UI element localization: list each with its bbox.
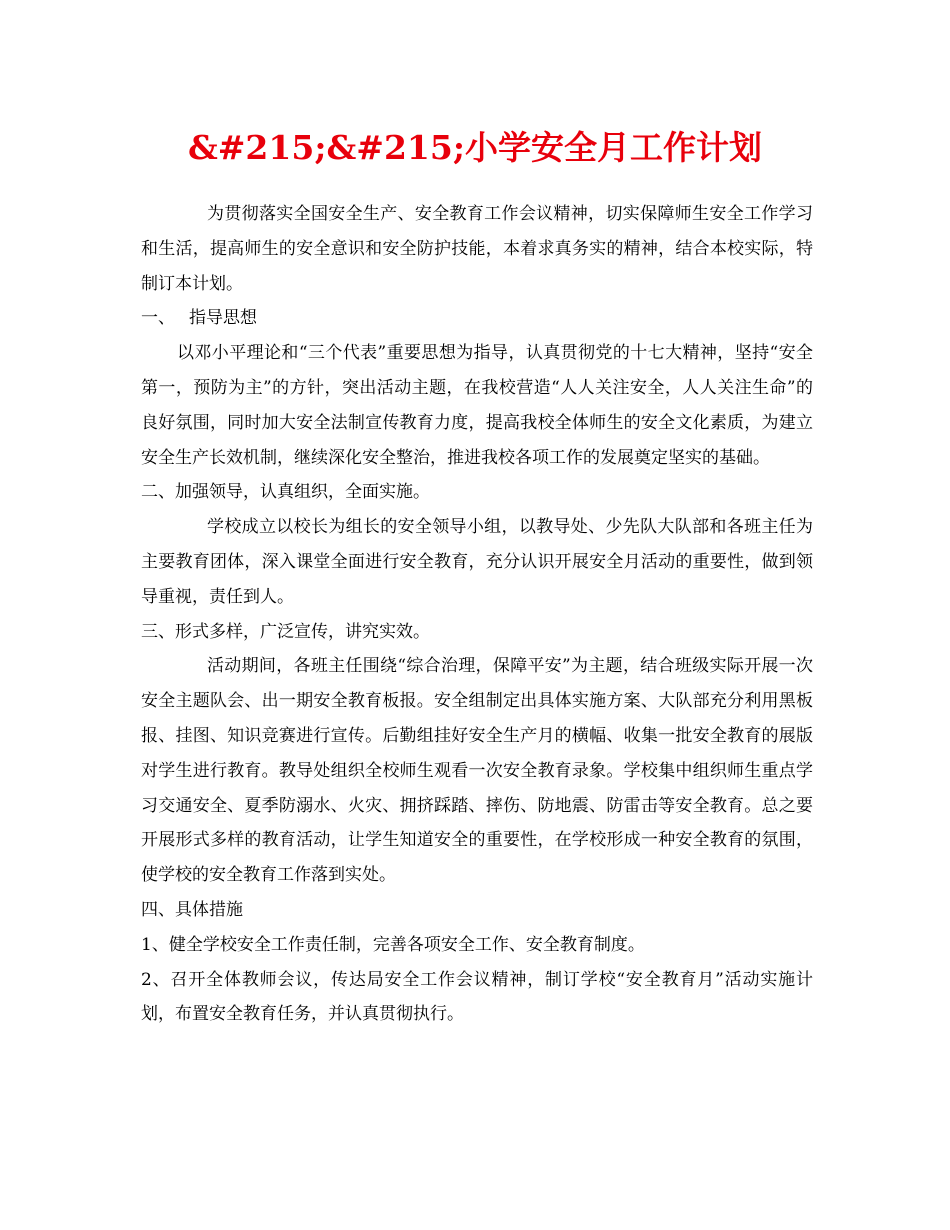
section-3-heading: 三、形式多样，广泛宣传，讲究实效。	[141, 621, 430, 642]
intro-paragraph: 为贯彻落实全国安全生产、安全教育工作会议精神，切实保障师生安全工作学习和生活，提高师生的安全意识和安全防护技能，本着求真务实的精神，结合本校实际，特制订本计划。	[141, 204, 813, 294]
measure-item-1: 1、健全学校安全工作责任制，完善各项安全工作、安全教育制度。	[141, 934, 645, 955]
section-1-heading-text: 指导思想	[189, 308, 257, 329]
section-1-heading	[141, 301, 813, 336]
section-3-paragraph: 活动期间，各班主任围绕“综合治理，保障平安”为主题，结合班级实际开展一次安全主题队会、出一期安全教育板报。安全组制定出具体实施方案、大队部充分利用黑板报、挂图、知识竞赛进行宣传。后勤组挂好安全生产月的横幅、收集一批安全教育的展版对学生进行教育。教导处组织全校师生观看一次安全教育录象。学校集中组织师生重点学习交通安全、夏季防溺水、火灾、拥挤踩踏、摔伤、防地震、防雷击等安全教育。总之要开展形式多样的教育活动，让学生知道安全的重要性，在学校形成一种安全教育的氛围，使学校的安全教育工作落到实处。	[141, 656, 813, 886]
measure-item-2: 2、召开全体教师会议，传达局安全工作会议精神，制订学校“安全教育月”活动实施计划，布置安全教育任务，并认真贯彻执行。	[141, 969, 813, 1025]
section-1-number: 一、	[141, 308, 175, 329]
section-4-heading: 四、具体措施	[141, 899, 243, 920]
document-body	[141, 197, 813, 1032]
section-2-paragraph: 学校成立以校长为组长的安全领导小组，以教导处、少先队大队部和各班主任为主要教育团体，深入课堂全面进行安全教育，充分认识开展安全月活动的重要性，做到领导重视，责任到人。	[141, 517, 813, 607]
section-2-heading: 二、加强领导，认真组织，全面实施。	[141, 482, 430, 503]
section-1-paragraph: 以邓小平理论和“三个代表”重要思想为指导，认真贯彻党的十七大精神，坚持“安全第一，预防为主”的方针，突出活动主题，在我校营造“人人关注安全，人人关注生命”的良好氛围，同时加大安全法制宣传教育力度，提高我校全体师生的安全文化素质，为建立安全生产长效机制，继续深化安全整治，推进我校各项工作的发展奠定坚实的基础。	[141, 343, 813, 468]
document-title: &#215;&#215;小学安全月工作计划	[187, 128, 763, 167]
